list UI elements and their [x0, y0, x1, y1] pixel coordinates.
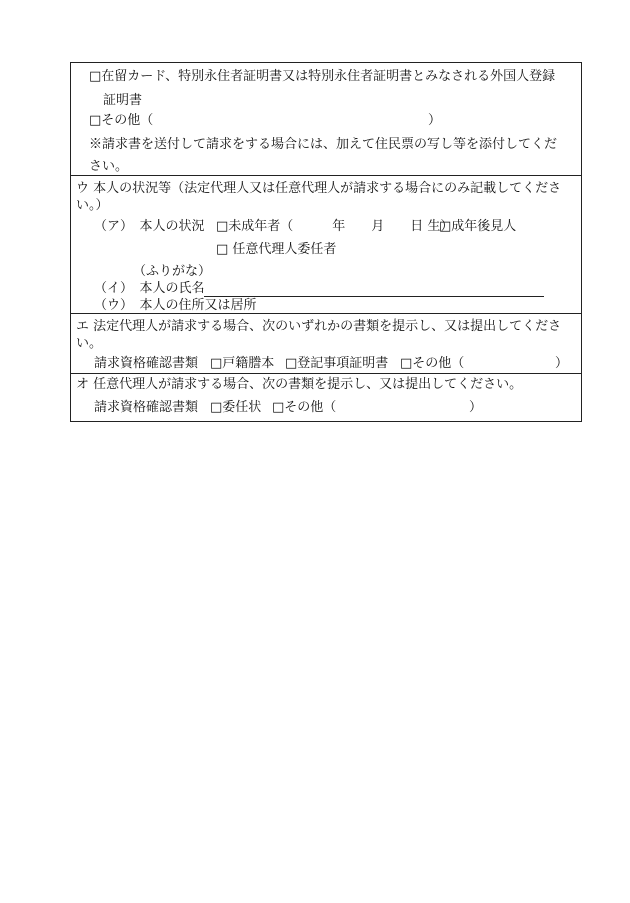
- section-legal-representative: [71, 313, 581, 373]
- principal-status-label: （ア） 本人の状況: [94, 219, 205, 234]
- residence-card-text-cont: 証明書: [103, 93, 143, 108]
- mail-note-cont: さい。: [89, 159, 129, 174]
- other-doc-checkbox-text-2[interactable]: □その他（: [272, 400, 337, 415]
- qualification-docs-label-2: 請求資格確認書類: [94, 400, 199, 415]
- residence-card-checkbox-text[interactable]: □在留カード、特別永住者証明書又は特別永住者証明書とみなされる外国人登録: [89, 69, 556, 84]
- furigana-label: （ふりがな）: [133, 264, 212, 279]
- other-checkbox-text[interactable]: □その他（: [89, 113, 154, 128]
- section-e-heading-cont: い。: [76, 336, 103, 351]
- principal-checkbox-text[interactable]: □ 任意代理人委任者: [216, 242, 337, 257]
- other-doc-close-paren: ）: [555, 356, 569, 371]
- mail-note: ※請求書を送付して請求をする場合には、加えて住民票の写し等を添付してくだ: [89, 137, 558, 152]
- section-principal-status: [71, 175, 581, 313]
- principal-name-field[interactable]: [204, 296, 544, 297]
- qualification-docs-label: 請求資格確認書類: [94, 356, 199, 371]
- power-of-attorney-checkbox-text[interactable]: □委任状: [210, 400, 262, 415]
- form-table: [70, 62, 582, 422]
- registry-certificate-checkbox-text[interactable]: □登記事項証明書: [285, 356, 389, 371]
- section-voluntary-agent: [71, 373, 581, 423]
- other-close-paren: ）: [428, 113, 442, 128]
- principal-name-label: （イ） 本人の氏名: [94, 281, 205, 296]
- adult-guardian-checkbox-text[interactable]: □成年後見人: [439, 219, 517, 234]
- family-register-checkbox-text[interactable]: □戸籍謄本: [210, 356, 275, 371]
- minor-checkbox-text[interactable]: □未成年者（ 年 月 日 生）: [216, 219, 454, 234]
- section-o-heading: オ 任意代理人が請求する場合、次の書類を提示し、又は提出してください。: [76, 377, 523, 392]
- section-id-documents: [71, 63, 581, 175]
- principal-address-label: （ウ） 本人の住所又は居所: [94, 298, 257, 313]
- other-doc-close-paren-2: ）: [469, 400, 483, 415]
- other-doc-checkbox-text[interactable]: □その他（: [400, 356, 465, 371]
- section-u-heading: ウ 本人の状況等（法定代理人又は任意代理人が請求する場合にのみ記載してくださ: [76, 181, 562, 196]
- section-e-heading: エ 法定代理人が請求する場合、次のいずれかの書類を提示し、又は提出してくださ: [76, 319, 562, 334]
- section-u-heading-cont: い。）: [76, 198, 109, 213]
